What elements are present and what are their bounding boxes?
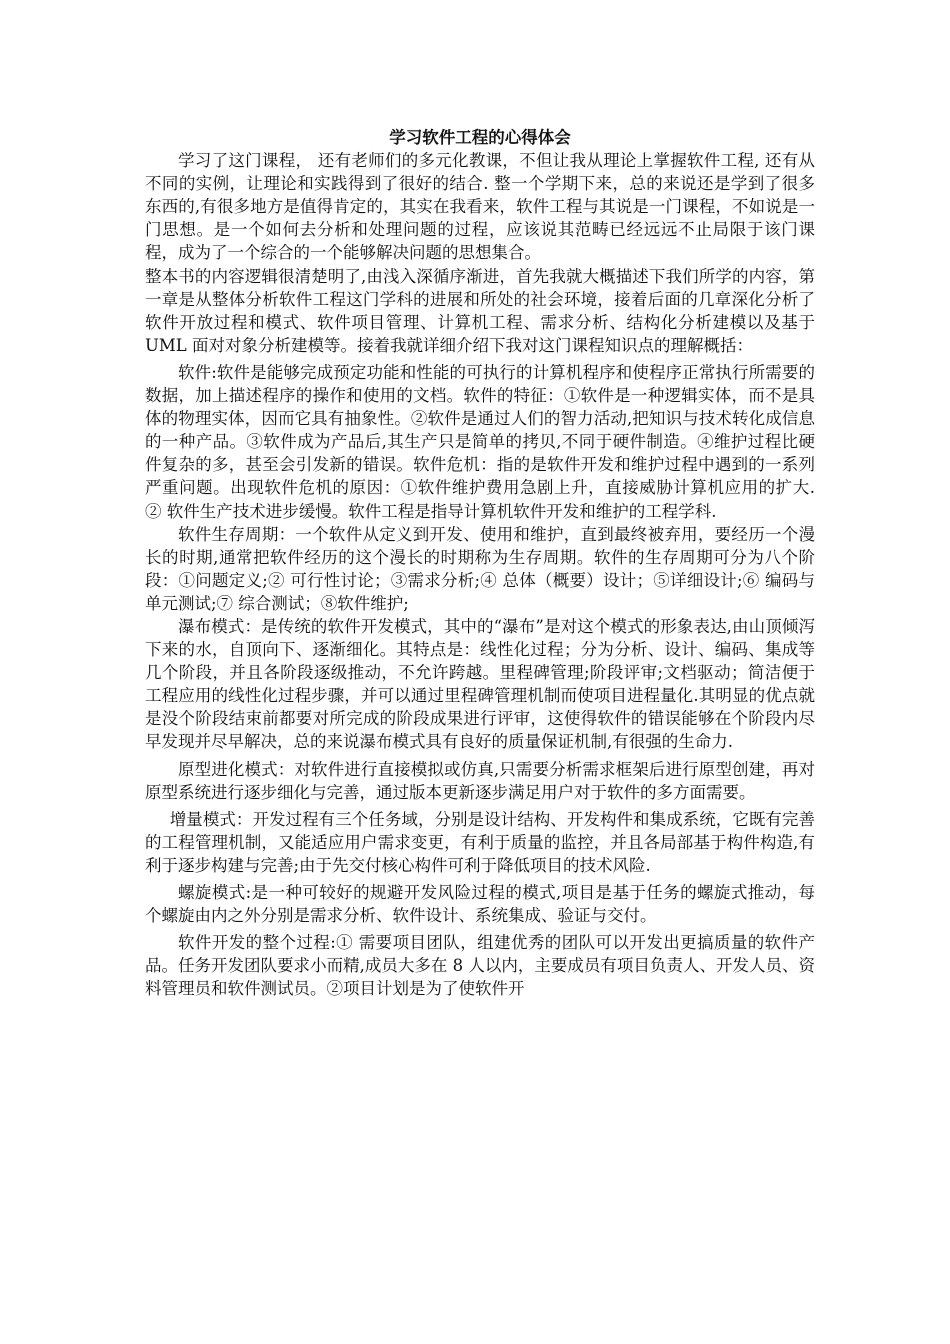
paragraph-dev-process: 软件开发的整个过程:① 需要项目团队，组建优秀的团队可以开发出更搞质量的软件产品。任务开发团队要求小而精,成员大多在 8 人以内，主要成员有项目负责人、开发人员、资料管理员和软件测试员。②项目计划是为了使软件开 <box>145 933 815 999</box>
document-page <box>145 126 815 1000</box>
document-title: 学习软件工程的心得体会 <box>389 128 571 147</box>
paragraph-overview: 整本书的内容逻辑很清楚明了,由浅入深循序渐进，首先我就大概描述下我们所学的内容，第一章是从整体分析软件工程这门学科的进展和所处的社会环境，接着后面的几章深化分析了软件开放过程和模式、软件项目管理、计算机工程、需求分析、结构化分析建模以及基于 UML 面对对象分析建模等。接着我就详细介绍下我对这门课程知识点的理解概括： <box>145 266 815 355</box>
paragraph-intro: 学习了这门课程， 还有老师们的多元化教课，不但让我从理论上掌握软件工程, 还有从不同的实例，让理论和实践得到了很好的结合. 整一个学期下来，总的来说还是学到了很多东西的,有很多地方是值得肯定的，其实在我看来，软件工程与其说是一门课程，不如说是一门思想。是一个如何去分析和处理问题的过程，应该说其范畴已经远远不止局限于该门课程，成为了一个综合的一个能够解决问题的思想集合。 <box>145 151 815 263</box>
paragraph-incremental: 增量模式：开发过程有三个任务域，分别是设计结构、开发构件和集成系统，它既有完善的工程管理机制，又能适应用户需求变更，有利于质量的监控，并且各局部基于构件构造,有利于逐步构建与完善;由于先交付核心构件可利于降低项目的技术风险. <box>145 809 815 875</box>
paragraph-prototype: 原型进化模式：对软件进行直接模拟或仿真,只需要分析需求框架后进行原型创建，再对原型系统进行逐步细化与完善，通过版本更新逐步满足用户对于软件的多方面需要。 <box>145 759 815 802</box>
paragraph-waterfall: 瀑布模式：是传统的软件开发模式，其中的“瀑布”是对这个模式的形象表达,由山顶倾泻下来的水，自顶向下、逐渐细化。其特点是：线性化过程；分为分析、设计、编码、集成等几个阶段，并且各阶段逐级推动，不允许跨越。里程碑管理;阶段评审;文档驱动；简洁便于工程应用的线性化过程步骤，并可以通过里程碑管理机制而使项目进程量化.其明显的优点就是没个阶段结束前都要对所完成的阶段成果进行评审，这使得软件的错误能够在个阶段内尽早发现并尽早解决，总的来说瀑布模式具有良好的质量保证机制,有很强的生命力. <box>145 616 815 752</box>
paragraph-lifecycle: 软件生存周期：一个软件从定义到开发、使用和维护，直到最终被弃用，要经历一个漫长的时期,通常把软件经历的这个漫长的时期称为生存周期。软件的生存周期可分为八个阶段：①问题定义;② 可行性讨论；③需求分析;④ 总体（概要）设计；⑤详细设计;⑥ 编码与单元测试;⑦ 综合测试；⑧软件维护; <box>145 524 815 613</box>
paragraph-spiral: 螺旋模式:是一种可较好的规避开发风险过程的模式,项目是基于任务的螺旋式推动，每个螺旋由内之外分别是需求分析、软件设计、系统集成、验证与交付。 <box>145 883 815 926</box>
paragraph-software-definition: 软件:软件是能够完成预定功能和性能的可执行的计算机程序和使程序正常执行所需要的数据，加上描述程序的操作和使用的文档。软件的特征：①软件是一种逻辑实体，而不是具体的物理实体，因而它具有抽象性。②软件是通过人们的智力活动,把知识与技术转化成信息的一种产品。③软件成为产品后,其生产只是简单的拷贝,不同于硬件制造。④维护过程比硬件复杂的多，甚至会引发新的错误。软件危机：指的是软件开发和维护过程中遇到的一系列严重问题。出现软件危机的原因：①软件维护费用急剧上升，直接威胁计算机应用的扩大. ② 软件生产技术进步缓慢。软件工程是指导计算机软件开发和维护的工程学科. <box>145 362 815 521</box>
